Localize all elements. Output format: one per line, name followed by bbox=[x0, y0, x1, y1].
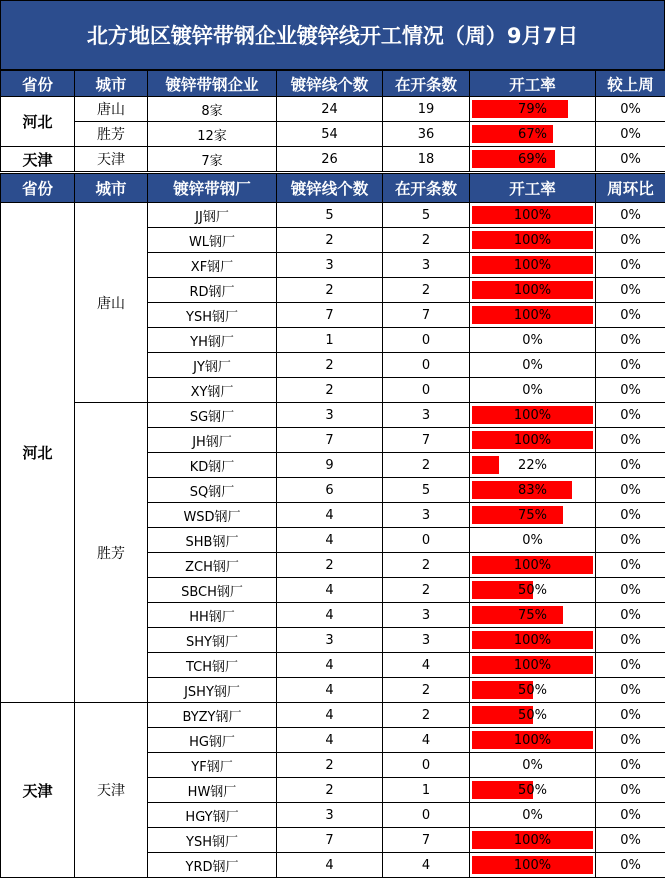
rate-cell bbox=[470, 453, 596, 478]
province-cell: 河北 bbox=[1, 203, 75, 703]
rate-text: 83% bbox=[518, 482, 547, 498]
open-count-cell: 0 bbox=[383, 528, 470, 553]
rate-text: 100% bbox=[513, 432, 552, 448]
weekly-change-cell: 0% bbox=[596, 403, 665, 428]
open-count-cell: 7 bbox=[383, 828, 470, 853]
province-cell: 天津 bbox=[1, 703, 75, 878]
column-header: 开工率 bbox=[470, 71, 596, 97]
company-count-cell: 8家 bbox=[148, 97, 277, 122]
column-header: 省份 bbox=[1, 174, 75, 203]
rate-text: 69% bbox=[518, 151, 547, 167]
weekly-change-cell: 0% bbox=[596, 122, 665, 147]
province-cell: 天津 bbox=[1, 147, 75, 172]
line-count-cell: 5 bbox=[277, 203, 383, 228]
rate-text: 50% bbox=[518, 707, 547, 723]
city-cell: 胜芳 bbox=[75, 122, 148, 147]
plant-name-cell: JSHY钢厂 bbox=[148, 678, 277, 703]
rate-cell bbox=[470, 703, 596, 728]
open-count-cell: 5 bbox=[383, 478, 470, 503]
plant-row bbox=[1, 703, 665, 728]
rate-text: 50% bbox=[518, 782, 547, 798]
rate-text: 100% bbox=[513, 407, 552, 423]
open-count-cell: 0 bbox=[383, 803, 470, 828]
rate-text: 0% bbox=[522, 757, 543, 773]
rate-cell bbox=[470, 553, 596, 578]
open-count-cell: 3 bbox=[383, 403, 470, 428]
weekly-change-cell: 0% bbox=[596, 628, 665, 653]
weekly-change-cell: 0% bbox=[596, 428, 665, 453]
rate-cell bbox=[470, 328, 596, 353]
line-count-cell: 3 bbox=[277, 803, 383, 828]
line-count-cell: 1 bbox=[277, 328, 383, 353]
plant-name-cell: BYZY钢厂 bbox=[148, 703, 277, 728]
open-count-cell: 36 bbox=[383, 122, 470, 147]
plant-name-cell: YRD钢厂 bbox=[148, 853, 277, 878]
rate-cell bbox=[470, 578, 596, 603]
weekly-change-cell: 0% bbox=[596, 803, 665, 828]
plant-name-cell: HG钢厂 bbox=[148, 728, 277, 753]
weekly-change-cell: 0% bbox=[596, 828, 665, 853]
line-count-cell: 2 bbox=[277, 378, 383, 403]
rate-text: 0% bbox=[522, 332, 543, 348]
rate-text: 100% bbox=[513, 732, 552, 748]
rate-cell bbox=[470, 97, 596, 122]
open-count-cell: 7 bbox=[383, 428, 470, 453]
rate-text: 100% bbox=[513, 307, 552, 323]
weekly-change-cell: 0% bbox=[596, 703, 665, 728]
rate-text: 0% bbox=[522, 357, 543, 373]
open-count-cell: 3 bbox=[383, 253, 470, 278]
open-count-cell: 0 bbox=[383, 378, 470, 403]
open-count-cell: 0 bbox=[383, 353, 470, 378]
plant-row bbox=[1, 203, 665, 228]
line-count-cell: 2 bbox=[277, 778, 383, 803]
province-cell: 河北 bbox=[1, 97, 75, 147]
plant-name-cell: HH钢厂 bbox=[148, 603, 277, 628]
plant-name-cell: XF钢厂 bbox=[148, 253, 277, 278]
rate-text: 100% bbox=[513, 257, 552, 273]
rate-cell bbox=[470, 828, 596, 853]
plant-name-cell: WL钢厂 bbox=[148, 228, 277, 253]
open-count-cell: 19 bbox=[383, 97, 470, 122]
header-row bbox=[1, 71, 665, 97]
rate-cell bbox=[470, 122, 596, 147]
line-count-cell: 3 bbox=[277, 253, 383, 278]
plant-name-cell: YSH钢厂 bbox=[148, 828, 277, 853]
city-cell: 天津 bbox=[75, 147, 148, 172]
summary-row bbox=[1, 122, 665, 147]
line-count-cell: 7 bbox=[277, 303, 383, 328]
city-cell: 唐山 bbox=[75, 97, 148, 122]
rate-cell bbox=[470, 147, 596, 172]
column-header: 周环比 bbox=[596, 174, 665, 203]
column-header: 省份 bbox=[1, 71, 75, 97]
rate-text: 100% bbox=[513, 557, 552, 573]
weekly-change-cell: 0% bbox=[596, 603, 665, 628]
city-cell: 唐山 bbox=[75, 203, 148, 403]
rate-cell bbox=[470, 278, 596, 303]
open-count-cell: 7 bbox=[383, 303, 470, 328]
column-header: 较上周 bbox=[596, 71, 665, 97]
open-count-cell: 4 bbox=[383, 653, 470, 678]
plant-name-cell: YSH钢厂 bbox=[148, 303, 277, 328]
weekly-change-cell: 0% bbox=[596, 278, 665, 303]
rate-text: 100% bbox=[513, 657, 552, 673]
plant-name-cell: XY钢厂 bbox=[148, 378, 277, 403]
open-count-cell: 0 bbox=[383, 328, 470, 353]
weekly-change-cell: 0% bbox=[596, 228, 665, 253]
rate-cell bbox=[470, 678, 596, 703]
city-cell: 胜芳 bbox=[75, 403, 148, 703]
weekly-change-cell: 0% bbox=[596, 553, 665, 578]
weekly-change-cell: 0% bbox=[596, 753, 665, 778]
company-count-cell: 7家 bbox=[148, 147, 277, 172]
weekly-change-cell: 0% bbox=[596, 253, 665, 278]
column-header: 在开条数 bbox=[383, 174, 470, 203]
plant-name-cell: SHY钢厂 bbox=[148, 628, 277, 653]
rate-text: 0% bbox=[522, 807, 543, 823]
line-count-cell: 9 bbox=[277, 453, 383, 478]
column-header: 城市 bbox=[75, 174, 148, 203]
rate-cell bbox=[470, 478, 596, 503]
open-count-cell: 3 bbox=[383, 628, 470, 653]
rate-text: 100% bbox=[513, 282, 552, 298]
open-count-cell: 2 bbox=[383, 453, 470, 478]
line-count-cell: 6 bbox=[277, 478, 383, 503]
weekly-change-cell: 0% bbox=[596, 478, 665, 503]
column-header: 开工率 bbox=[470, 174, 596, 203]
rate-cell bbox=[470, 303, 596, 328]
rate-cell bbox=[470, 653, 596, 678]
rate-cell bbox=[470, 428, 596, 453]
open-count-cell: 2 bbox=[383, 578, 470, 603]
rate-cell bbox=[470, 803, 596, 828]
city-cell: 天津 bbox=[75, 703, 148, 878]
column-header: 镀锌线个数 bbox=[277, 71, 383, 97]
header-row bbox=[1, 174, 665, 203]
rate-bar bbox=[472, 456, 499, 474]
plant-name-cell: RD钢厂 bbox=[148, 278, 277, 303]
rate-cell bbox=[470, 228, 596, 253]
rate-cell bbox=[470, 253, 596, 278]
rate-text: 100% bbox=[513, 857, 552, 873]
line-count-cell: 4 bbox=[277, 653, 383, 678]
open-count-cell: 0 bbox=[383, 753, 470, 778]
line-count-cell: 26 bbox=[277, 147, 383, 172]
line-count-cell: 24 bbox=[277, 97, 383, 122]
line-count-cell: 4 bbox=[277, 853, 383, 878]
rate-text: 75% bbox=[518, 607, 547, 623]
column-header: 在开条数 bbox=[383, 71, 470, 97]
column-header: 城市 bbox=[75, 71, 148, 97]
line-count-cell: 4 bbox=[277, 503, 383, 528]
rate-cell bbox=[470, 378, 596, 403]
weekly-change-cell: 0% bbox=[596, 653, 665, 678]
plant-name-cell: SHB钢厂 bbox=[148, 528, 277, 553]
rate-cell bbox=[470, 203, 596, 228]
line-count-cell: 2 bbox=[277, 228, 383, 253]
plant-name-cell: TCH钢厂 bbox=[148, 653, 277, 678]
rate-text: 100% bbox=[513, 232, 552, 248]
plant-name-cell: YH钢厂 bbox=[148, 328, 277, 353]
line-count-cell: 2 bbox=[277, 353, 383, 378]
line-count-cell: 4 bbox=[277, 528, 383, 553]
plant-name-cell: JY钢厂 bbox=[148, 353, 277, 378]
plant-name-cell: KD钢厂 bbox=[148, 453, 277, 478]
line-count-cell: 7 bbox=[277, 828, 383, 853]
weekly-change-cell: 0% bbox=[596, 303, 665, 328]
rate-cell bbox=[470, 503, 596, 528]
open-count-cell: 2 bbox=[383, 278, 470, 303]
column-header: 镀锌线个数 bbox=[277, 174, 383, 203]
weekly-change-cell: 0% bbox=[596, 203, 665, 228]
line-count-cell: 7 bbox=[277, 428, 383, 453]
rate-text: 100% bbox=[513, 832, 552, 848]
company-count-cell: 12家 bbox=[148, 122, 277, 147]
rate-text: 75% bbox=[518, 507, 547, 523]
rate-text: 50% bbox=[518, 582, 547, 598]
line-count-cell: 54 bbox=[277, 122, 383, 147]
weekly-change-cell: 0% bbox=[596, 453, 665, 478]
line-count-cell: 2 bbox=[277, 553, 383, 578]
rate-cell bbox=[470, 853, 596, 878]
summary-table bbox=[0, 70, 665, 172]
rate-cell bbox=[470, 528, 596, 553]
plant-row bbox=[1, 403, 665, 428]
rate-text: 67% bbox=[518, 126, 547, 142]
open-count-cell: 5 bbox=[383, 203, 470, 228]
line-count-cell: 2 bbox=[277, 753, 383, 778]
open-count-cell: 2 bbox=[383, 678, 470, 703]
weekly-change-cell: 0% bbox=[596, 778, 665, 803]
line-count-cell: 3 bbox=[277, 403, 383, 428]
line-count-cell: 4 bbox=[277, 678, 383, 703]
plant-name-cell: HW钢厂 bbox=[148, 778, 277, 803]
rate-text: 79% bbox=[518, 101, 547, 117]
rate-text: 100% bbox=[513, 207, 552, 223]
rate-cell bbox=[470, 353, 596, 378]
open-count-cell: 4 bbox=[383, 728, 470, 753]
open-count-cell: 2 bbox=[383, 228, 470, 253]
line-count-cell: 4 bbox=[277, 578, 383, 603]
line-count-cell: 4 bbox=[277, 728, 383, 753]
rate-cell bbox=[470, 728, 596, 753]
line-count-cell: 2 bbox=[277, 278, 383, 303]
plant-name-cell: ZCH钢厂 bbox=[148, 553, 277, 578]
plant-name-cell: HGY钢厂 bbox=[148, 803, 277, 828]
weekly-change-cell: 0% bbox=[596, 853, 665, 878]
weekly-change-cell: 0% bbox=[596, 353, 665, 378]
plant-name-cell: WSD钢厂 bbox=[148, 503, 277, 528]
plant-name-cell: SG钢厂 bbox=[148, 403, 277, 428]
plant-name-cell: JJ钢厂 bbox=[148, 203, 277, 228]
rate-text: 100% bbox=[513, 632, 552, 648]
rate-cell bbox=[470, 628, 596, 653]
plant-name-cell: YF钢厂 bbox=[148, 753, 277, 778]
summary-row bbox=[1, 147, 665, 172]
rate-cell bbox=[470, 778, 596, 803]
weekly-change-cell: 0% bbox=[596, 147, 665, 172]
open-count-cell: 3 bbox=[383, 503, 470, 528]
open-count-cell: 18 bbox=[383, 147, 470, 172]
weekly-change-cell: 0% bbox=[596, 328, 665, 353]
open-count-cell: 2 bbox=[383, 703, 470, 728]
open-count-cell: 4 bbox=[383, 853, 470, 878]
summary-row bbox=[1, 97, 665, 122]
rate-text: 0% bbox=[522, 382, 543, 398]
report-title: 北方地区镀锌带钢企业镀锌线开工情况（周）9月7日 bbox=[0, 0, 665, 70]
rate-text: 22% bbox=[518, 457, 547, 473]
open-count-cell: 1 bbox=[383, 778, 470, 803]
column-header: 镀锌带钢厂 bbox=[148, 174, 277, 203]
line-count-cell: 3 bbox=[277, 628, 383, 653]
rate-text: 0% bbox=[522, 532, 543, 548]
rate-cell bbox=[470, 753, 596, 778]
plant-name-cell: SBCH钢厂 bbox=[148, 578, 277, 603]
open-count-cell: 3 bbox=[383, 603, 470, 628]
weekly-change-cell: 0% bbox=[596, 578, 665, 603]
rate-cell bbox=[470, 403, 596, 428]
weekly-change-cell: 0% bbox=[596, 528, 665, 553]
weekly-change-cell: 0% bbox=[596, 503, 665, 528]
rate-cell bbox=[470, 603, 596, 628]
weekly-change-cell: 0% bbox=[596, 678, 665, 703]
line-count-cell: 4 bbox=[277, 603, 383, 628]
detail-table bbox=[0, 173, 665, 878]
rate-text: 50% bbox=[518, 682, 547, 698]
weekly-change-cell: 0% bbox=[596, 728, 665, 753]
column-header: 镀锌带钢企业 bbox=[148, 71, 277, 97]
weekly-change-cell: 0% bbox=[596, 378, 665, 403]
open-count-cell: 2 bbox=[383, 553, 470, 578]
line-count-cell: 4 bbox=[277, 703, 383, 728]
plant-name-cell: JH钢厂 bbox=[148, 428, 277, 453]
plant-name-cell: SQ钢厂 bbox=[148, 478, 277, 503]
weekly-change-cell: 0% bbox=[596, 97, 665, 122]
